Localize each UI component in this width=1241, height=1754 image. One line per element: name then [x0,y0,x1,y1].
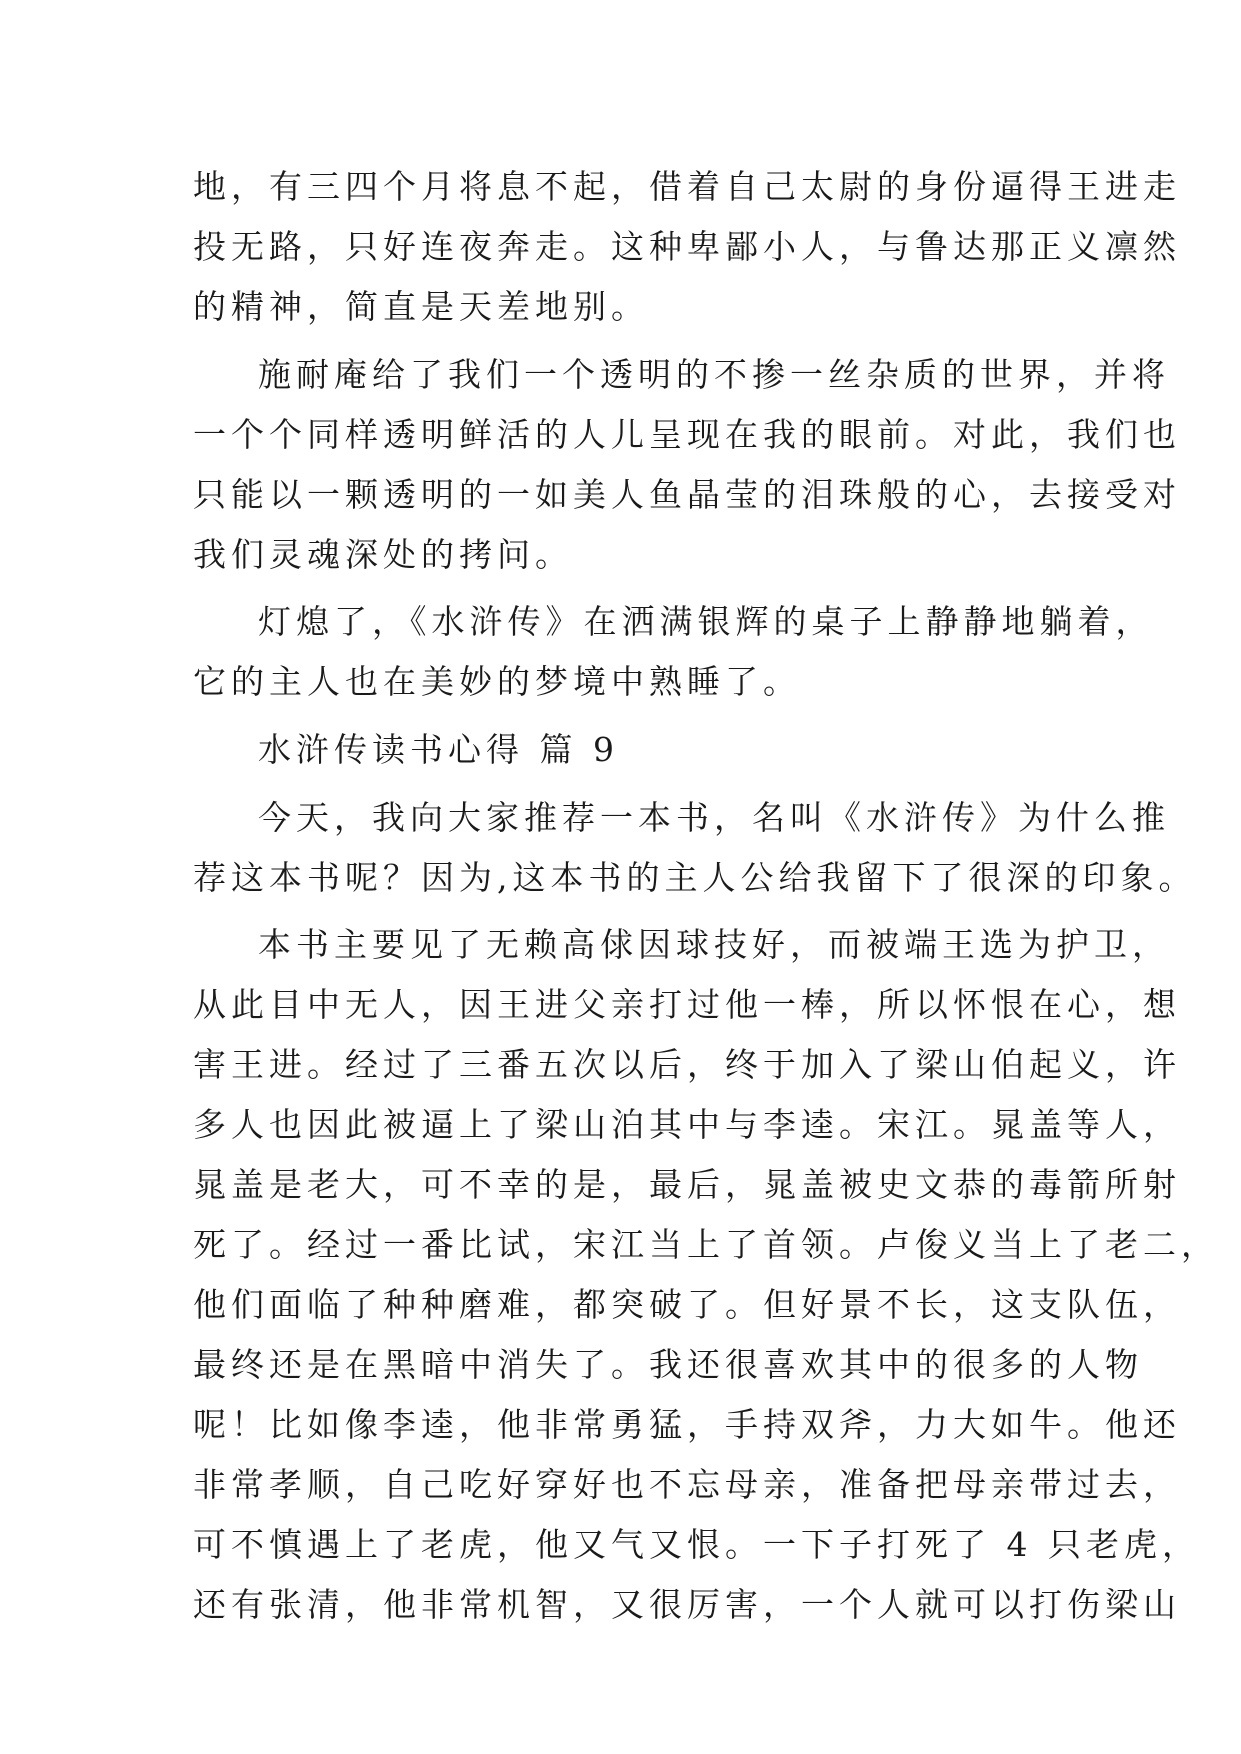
text-line: 晁盖是老大，可不幸的是，最后，晁盖被史文恭的毒箭所射 [193,1165,1181,1204]
text-line: 多人也因此被逼上了梁山泊其中与李逵。宋江。晁盖等人， [193,1105,1181,1144]
text-line: 呢！比如像李逵，他非常勇猛，手持双斧，力大如牛。他还 [193,1405,1181,1444]
text-line: 地，有三四个月将息不起，借着自己太尉的身份逼得王进走 [193,167,1181,206]
section-heading: 水浒传读书心得 篇 9 [258,730,619,769]
text-line: 害王进。经过了三番五次以后，终于加入了梁山伯起义，许 [193,1045,1181,1084]
text-line: 今天，我向大家推荐一本书，名叫《水浒传》为什么推 [258,798,1170,837]
text-line: 本书主要见了无赖高俅因球技好，而被端王选为护卫， [258,925,1170,964]
text-line: 灯熄了，《水浒传》在洒满银辉的桌子上静静地躺着， [258,602,1154,641]
text-line: 的精神，简直是天差地别。 [193,287,649,326]
text-line: 一个个同样透明鲜活的人儿呈现在我的眼前。对此，我们也 [193,415,1181,454]
text-line: 只能以一颗透明的一如美人鱼晶莹的泪珠般的心，去接受对 [193,475,1181,514]
text-line: 它的主人也在美妙的梦境中熟睡了。 [193,662,801,701]
text-line: 还有张清，他非常机智，又很厉害，一个人就可以打伤梁山 [193,1585,1181,1624]
text-line: 我们灵魂深处的拷问。 [193,535,573,574]
text-line: 死了。经过一番比试，宋江当上了首领。卢俊义当上了老二， [193,1225,1219,1264]
text-line: 可不慎遇上了老虎，他又气又恨。一下子打死了 4 只老虎， [193,1525,1200,1564]
text-line: 他们面临了种种磨难，都突破了。但好景不长，这支队伍， [193,1285,1181,1324]
text-line: 投无路，只好连夜奔走。这种卑鄙小人，与鲁达那正义凛然 [193,227,1181,266]
text-line: 最终还是在黑暗中消失了。我还很喜欢其中的很多的人物 [193,1345,1143,1384]
text-line: 荐这本书呢？因为,这本书的主人公给我留下了很深的印象。 [193,858,1197,897]
text-line: 从此目中无人，因王进父亲打过他一棒，所以怀恨在心，想 [193,985,1181,1024]
text-line: 施耐庵给了我们一个透明的不掺一丝杂质的世界，并将 [258,355,1170,394]
text-line: 非常孝顺，自己吃好穿好也不忘母亲，准备把母亲带过去， [193,1465,1181,1504]
